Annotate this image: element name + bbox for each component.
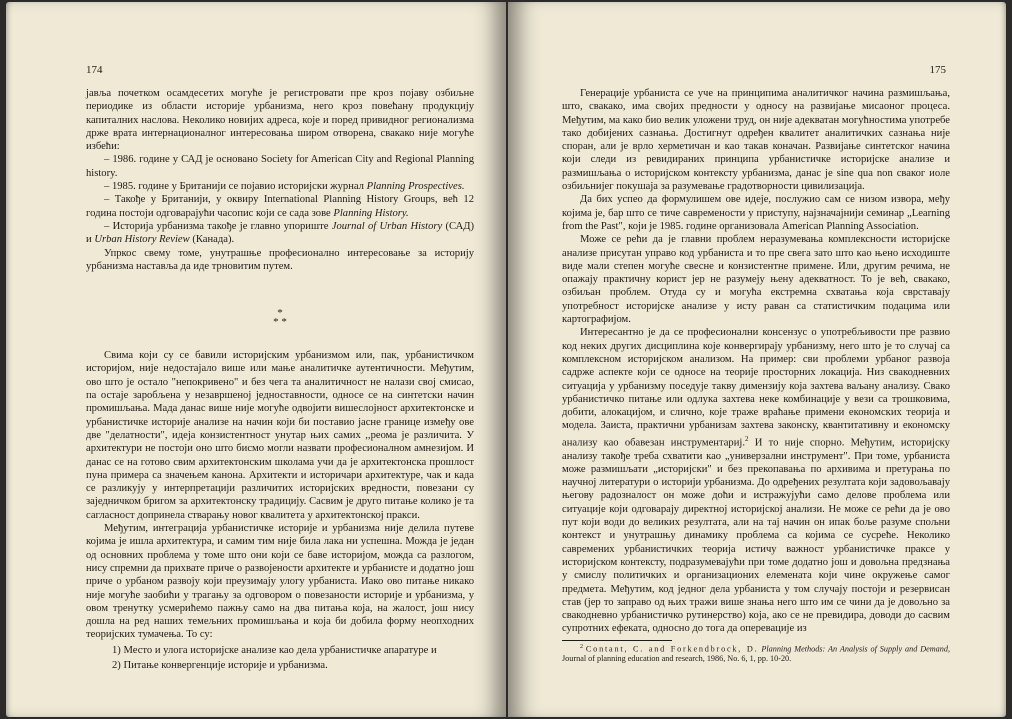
text: И то није спорно. Међутим, историјску анализу такође треба схватити као „универзални инструмент". При томе, урбаниста може размишљати „историјски" и без прекопавања по архивима и претурања по научној литератури о историји урбанизма. До одређених резултата који задовољавају његову радозналост он може доћи и истражујући само делове проблема или ситуације који одговарају директној историјској анализи. Не може се рећи да је ово пут који води до великих резултата, али на тај начин он ипак боље разуме спољни контекст и унутрашњу динамику проблема са којима се сусреће. Неколико савремених урбанистичких теорија истичу важност урбанистичке праксе у историјском контексту, подразумевајући при томе додатно још и довољна предзнања у смислу политичких и организационих елемената који чине окружење самог предмета. Међутим, код једног дела урбаниста у том случају постоји и резервисан став (јер то заправо од њих тражи више знања него што им се чини да је довољно за свакодневно урбанистичко рутинерство) која, ако се не превидира, доводи до сасвим супротних ефеката, односно до тога да оперевације из (562, 437, 950, 635)
paragraph (86, 220, 474, 247)
footnote-divider (562, 640, 672, 641)
separator-star: * (277, 307, 283, 320)
paragraph: Међутим, интеграција урбанистичке историје и урбанизма није делила путеве којима је ишла архитектура, и самим тим није била лака ни успешна. Можда је један од основних проблема у томе што они који се баве историјом, можда са разлогом, нису спремни да прихвате приче о развојености архитекте и урбанисте и додатно још причe о урбаном развоју који преузимају улогу урбаниста. Иако ово питање никако није могуће заобићи у трагању за одговором о повезаности историје и урбанизма, у овом тренутку усмерићемо пажњу само на два питања која, на жалост, још нису дошла на ред наших темељних промишљања и која би добила форму неопходних теоријских тумачења. То су: (86, 523, 474, 641)
paragraph (86, 180, 474, 193)
text: Интересантно је да се професионални консензус о употребљивости пре развио код неких других дисциплина које конвергирају урбанизму, него што је то случај са комплексном историјском анализом. На пример: сви проблеми урбаног развоја садрже аспекте који се односе на теорије просторних локација. Низ свакодневних ситуација у урбанизму поседује такву димензију која захтева ваљану анализу. Свако урбанистичко питање или одлука захтева неке комбинације у вези са трошковима, добити, алокацијом, и слично, које траже враћање примени економских теорија и модела. Заиста, практични урбанизам захтева законску, квантитативну и економску анализу као обавезан инструментариј. (562, 327, 950, 449)
section-separator (86, 309, 474, 327)
text: – Такође у Британији, у оквиру International Planning History Groups, већ 12 година постоји одговарајући часопис који се сада зове (86, 194, 474, 219)
footnote-author: Contant, C. and Forkendbrock, D. (585, 644, 759, 654)
numbered-list (86, 644, 474, 673)
text: (Канада). (189, 234, 235, 246)
right-page (508, 2, 1006, 717)
paragraph: јавља почетком осамдесетих могуће је регистровати пре кроз појаву озбиљне периодике из области историје урбанизма, него кроз повећану продукцију капиталних наслова. Неколико новијих адреса, које и поред привидног регионализма држе врата интернационалног интересовања широм отворена, свакако није могуће избећи: (86, 88, 474, 153)
page-number: 175 (929, 64, 946, 76)
paragraph: Може се рећи да је главни проблем неразумевања комплексности историјске анализе присутан управо код урбаниста и то пре свега зато што као њено исходиште виде мали степен могуће свесне и конзистентне примене. Или, другим речима, не опажају практичну корист јер не разумеју њену адекватност. То је већ, свакако, озбиљан проблем. Отуда су и могућа екстремна схватања која сврставају употребност историјске анализе у исту раван са статистичким подацима или картографијом. (562, 234, 950, 326)
footnote-title: Planning Methods: An Analysis of Supply and Demand, (761, 644, 950, 654)
paragraph (562, 326, 950, 635)
left-page-body (86, 87, 474, 672)
paragraph (86, 193, 474, 220)
paragraph: Да бих успео да формулишем ове идеје, послужио сам се низом извора, међу којима је, бар што се тиче савремености у приступу, најзначајнији семинар „Learning from the Past", који је 1985. године организовала American Planning Association. (562, 194, 950, 232)
footnote-ref: 2 (744, 434, 749, 443)
text: – Историја урбанизма такође је главно упориште (104, 220, 332, 232)
list-item: 1) Место и улога историјске анализе као дела урбанистичке апаратуре и (112, 644, 437, 656)
text: (САД) и (86, 220, 475, 246)
list-item: 2) Питање конвергенције историје и урбанизма. (112, 659, 328, 671)
journal-title: Planning History. (333, 207, 409, 219)
journal-title: Urban History Review (94, 234, 190, 246)
right-page-body (562, 87, 950, 663)
footnote-number: 2 (580, 643, 583, 650)
footnote (562, 643, 950, 664)
separator-stars: * * (273, 316, 287, 329)
footnote-source: Journal of planning education and research, 1986, No. 6, 1, pp. 10-20. (562, 653, 792, 663)
journal-title: Journal of Urban History (331, 220, 443, 232)
paragraph: – 1986. године у САД је основано Society for American City and Regional Planning history. (86, 154, 474, 179)
paragraph: Генерације урбаниста се уче на принципима аналитичког начина размишљања, што, свакако, има својих предности у односу на развијање мисаоног процеса. Међутим, ма како био велик уложени труд, он није адекватан могућностима употребе тако добијених сазнања. Достигнут одређен квалитет аналитичких сазнања није споран, али је врло херметичан и као такав коначан. Развијање синтетског начина који следи из ревидираних принципа урбанистичке историјске анализе и размишљања о историјском контексту урбанизма, данас је sine qua non сваког иоле озбиљнијег покушаја за разумевање градотворности цивилизација. (562, 88, 950, 193)
left-page (6, 2, 506, 717)
paragraph: Упркос свему томе, унутрашње професионално интересовање за историју урбанизма наставља да иде трновитим путем. (86, 247, 474, 272)
text: – 1985. године у Британији се појавио историјски журнал (104, 181, 367, 193)
journal-title: Planning Prospectives. (366, 181, 465, 193)
paragraph: Свима који су се бавили историјским урбанизмом или, пак, урбанистичком историјом, није недостајало више или мање аналитичке аутентичности. Међутим, ово што је остало "непокривено" и без чега та аналитичност не налази свој смисао, па остаје заробљена у незавршеној једноставности, односе се на синтетски начин промишљања. Мада данас више није могуће одвојити вишеслојност архитектонске и урбанистичке историје анализе на начин који би поставио јасне границе између ове две "делатности", идеја конзистентност унутар њих самих ,,реома је различита. У архитектури не постоји оно што бисмо могли назвати професионалном амнезијом. И данас се на готово свим архитектонским школама учи да је архитектонска прошлост пуна примера са значењем канона. Архитекти и историчари архитектуре, чак и када се разликују у интерпретацији различитих историјских вредности, повезани су заједничком бригом за архитектонску традицију. Сасвим је друго питање колико је та сагласност допринела стварању новог квалитета у архитектонској пракси. (86, 350, 474, 521)
page-number: 174 (86, 64, 103, 76)
